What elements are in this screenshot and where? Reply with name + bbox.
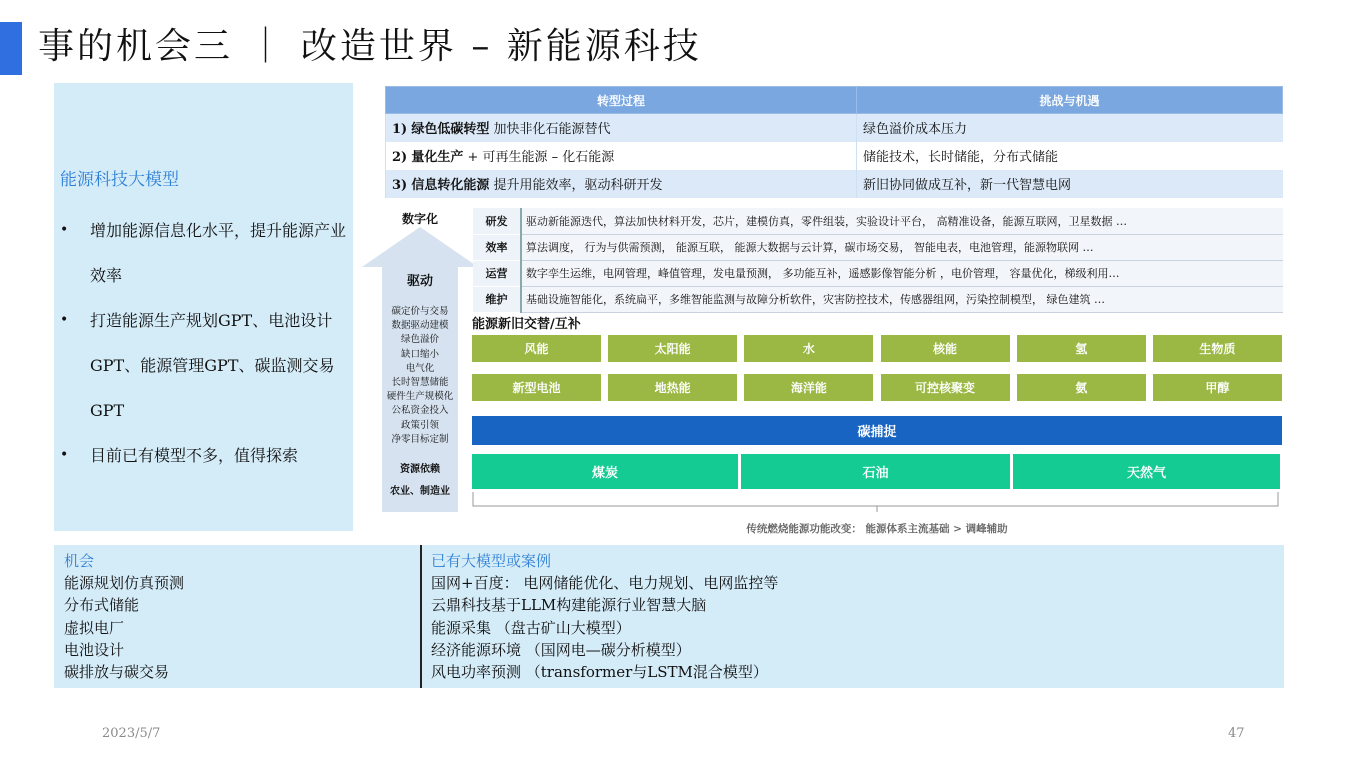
table-row xyxy=(473,260,1283,286)
bottom-divider xyxy=(420,545,422,688)
row-text: + 可再生能源 – 化石能源 xyxy=(463,150,615,165)
digital-key: 研发 xyxy=(473,208,521,234)
title-accent-bar xyxy=(0,22,22,75)
fossil-row xyxy=(472,454,1280,489)
bottom-panel xyxy=(54,545,1284,688)
bullet-item: • 增加能源信息化水平，提升能源产业效率 xyxy=(60,208,350,298)
table-row xyxy=(386,142,1283,170)
left-panel-bullets xyxy=(60,208,350,478)
driver-item: 绿色溢价 xyxy=(400,334,439,346)
list-item: 能源规划仿真预测 xyxy=(64,574,185,592)
energy-tile: 氢 xyxy=(1017,335,1146,362)
brace-note: 传统燃烧能源功能改变： 能源体系主流基础 > 调峰辅助 xyxy=(746,523,1008,535)
fossil-tile: 煤炭 xyxy=(472,454,738,489)
left-panel-heading: 能源科技大模型 xyxy=(60,170,179,190)
digital-value: 数字孪生运维，电网管理，峰值管理，发电量预测， 多功能互补，遥感影像智能分析 ，电价管理， 容量优化，梯级利用… xyxy=(521,260,1283,286)
row-num: 2) xyxy=(392,150,408,165)
digital-value: 基础设施智能化，系统扁平，多维智能监测与故障分析软件，灾害防控技术，传感器组网，污染控制模型， 绿色建筑 … xyxy=(521,286,1283,312)
list-item: 经济能源环境 （国网电—碳分析模型） xyxy=(431,640,691,659)
driver-item: 公私资金投入 xyxy=(391,405,449,417)
energy-tile: 甲醇 xyxy=(1153,374,1282,401)
opportunities-list xyxy=(64,572,184,683)
row-num: 1) xyxy=(392,122,408,138)
opportunities-box xyxy=(64,550,184,683)
opportunities-heading: 机会 xyxy=(64,552,95,570)
header-challenges: 挑战与机遇 xyxy=(857,87,1283,114)
list-item: 风电功率预测 （transformer与LSTM混合模型） xyxy=(431,663,768,682)
energy-tile: 核能 xyxy=(881,335,1010,362)
driver-list xyxy=(372,305,468,447)
digital-value: 驱动新能源迭代，算法加快材料开发，芯片，建模仿真，零件组装，实验设计平台， 高精准设备，能源互联网，卫星数据 … xyxy=(521,208,1283,234)
table-row xyxy=(386,170,1283,198)
cases-list xyxy=(431,572,778,683)
carbon-capture-bar: 碳捕捉 xyxy=(472,416,1282,445)
bullet-item: • 目前已有模型不多，值得探索 xyxy=(60,433,350,478)
row-challenge: 绿色溢价成本压力 xyxy=(857,114,1283,142)
bullet-item: • 打造能源生产规划GPT、电池设计GPT、能源管理GPT、碳监测交易GPT xyxy=(60,298,350,433)
row-text: 提升用能效率，驱动科研开发 xyxy=(489,178,663,193)
energy-tile: 水 xyxy=(744,335,873,362)
list-item: 国网+百度： 电网储能优化、电力规划、电网监控等 xyxy=(431,574,779,592)
driver-item: 硬件生产规模化 xyxy=(386,391,454,403)
list-item: 分布式储能 xyxy=(64,596,140,615)
energy-row-new xyxy=(472,335,1282,362)
cases-box xyxy=(431,550,778,683)
driver-column xyxy=(372,205,468,505)
agri-manufacturing-label: 农业、制造业 xyxy=(390,486,450,497)
table-row xyxy=(473,208,1283,234)
list-item: 虚拟电厂 xyxy=(64,618,125,637)
digital-value: 算法调度， 行为与供需预测， 能源互联， 能源大数据与云计算，碳市场交易， 智能电表，电池管理，能源物联网 … xyxy=(521,234,1283,260)
table-row xyxy=(473,234,1283,260)
page-number: 47 xyxy=(1228,726,1245,741)
row-challenge: 储能技术，长时储能，分布式储能 xyxy=(857,142,1283,170)
digital-label: 数字化 xyxy=(401,212,438,226)
header-transition: 转型过程 xyxy=(386,87,857,114)
list-item: 电池设计 xyxy=(64,640,125,659)
list-item: 云鼎科技基于LLM构建能源行业智慧大脑 xyxy=(431,596,707,615)
brace-icon xyxy=(472,492,1282,514)
table-row xyxy=(473,286,1283,312)
energy-tile: 地热能 xyxy=(608,374,737,401)
driver-item: 电气化 xyxy=(405,362,435,374)
row-num: 3) xyxy=(392,178,408,193)
energy-tile: 生物质 xyxy=(1153,335,1282,362)
driver-item: 缺口缩小 xyxy=(400,348,439,360)
driver-item: 碳定价与交易 xyxy=(391,306,449,317)
list-item: 能源采集 （盘古矿山大模型） xyxy=(431,618,631,637)
footer-date: 2023/5/7 xyxy=(102,726,161,741)
energy-row-future xyxy=(472,374,1282,401)
digital-key: 运营 xyxy=(473,260,521,286)
digital-table xyxy=(473,208,1283,313)
energy-tile: 风能 xyxy=(472,335,601,362)
energy-tile: 太阳能 xyxy=(608,335,737,362)
fossil-tile: 天然气 xyxy=(1013,454,1280,489)
row-key: 量化生产 xyxy=(411,150,464,165)
row-key: 信息转化能源 xyxy=(411,178,490,193)
list-item: 碳排放与碳交易 xyxy=(64,663,170,682)
driver-item: 净零目标定制 xyxy=(391,433,449,445)
driver-item: 长时智慧储能 xyxy=(391,377,449,389)
driver-item: 政策引领 xyxy=(400,419,439,431)
cases-heading: 已有大模型或案例 xyxy=(431,552,552,570)
transition-table xyxy=(385,86,1283,198)
digital-key: 维护 xyxy=(473,286,521,312)
row-text: 加快非化石能源替代 xyxy=(489,122,611,138)
drive-label: 驱动 xyxy=(406,274,433,289)
resource-dependence-label: 资源依赖 xyxy=(400,464,440,475)
energy-tile: 新型电池 xyxy=(472,374,601,401)
energy-tile: 可控核聚变 xyxy=(881,374,1010,401)
row-key: 绿色低碳转型 xyxy=(411,122,490,138)
energy-tile: 氨 xyxy=(1017,374,1146,401)
left-panel xyxy=(54,83,353,531)
energy-tile: 海洋能 xyxy=(744,374,873,401)
driver-item: 数据驱动建模 xyxy=(391,320,449,332)
energy-heading: 能源新旧交替/互补 xyxy=(472,317,581,332)
fossil-tile: 石油 xyxy=(741,454,1010,489)
page-title: 事的机会三 ｜ 改造世界 – 新能源科技 xyxy=(38,26,702,67)
digital-key: 效率 xyxy=(473,234,521,260)
table-row xyxy=(386,114,1283,142)
row-challenge: 新旧协同做成互补，新一代智慧电网 xyxy=(857,170,1283,198)
